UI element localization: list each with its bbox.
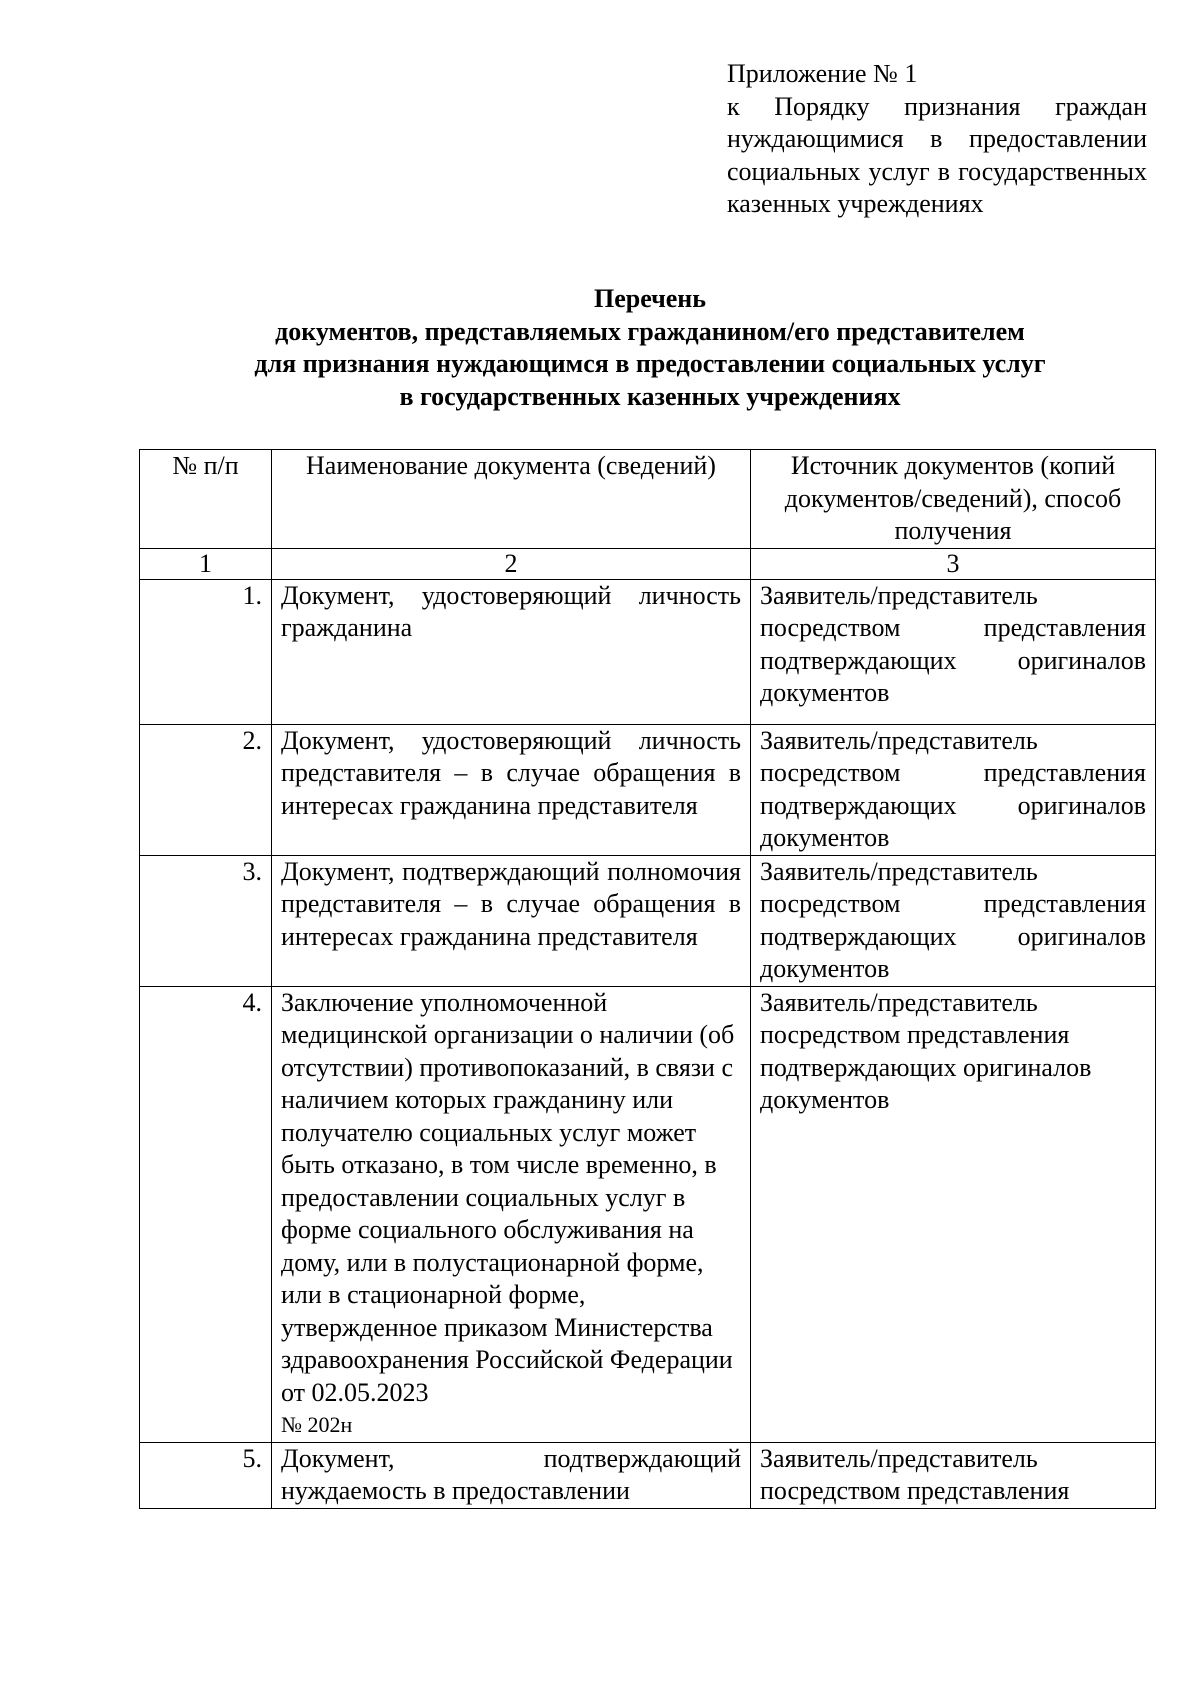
table-row [140,986,1156,1442]
row-document-name-tail: № 202н [281,1412,353,1437]
row-number: 5. [140,1442,272,1508]
title-line-2: документов, представляемых гражданином/его представителем [275,316,1025,346]
row-number: 3. [140,855,272,986]
row-document-source: Заявитель/представитель посредством представления подтверждающих оригиналов документов [751,855,1156,986]
annex-header [727,58,1147,221]
header-document-name: Наименование документа (сведений) [272,450,751,549]
table-row [140,1442,1156,1508]
column-number-1: 1 [140,548,272,579]
row-document-source: Заявитель/представитель посредством представления подтверждающих оригиналов документов [751,579,1156,724]
row-number: 1. [140,579,272,724]
row-document-name-cell [272,986,751,1442]
table-row [140,579,1156,724]
document-title [130,283,1170,413]
row-document-source: Заявитель/представитель посредством представления подтверждающих оригиналов документов [751,724,1156,855]
table-header-row [140,450,1156,549]
column-number-row [140,548,1156,579]
title-line-4: в государственных казенных учреждениях [399,381,901,411]
row-document-name: Заключение уполномоченной медицинской организации о наличии (об отсутствии) противопоказаний, в связи с наличием которых гражданину или получателю социальных услуг может быть отказано, в том числе временно, в предоставлении социальных услуг в форме социального обслуживания на дому, или в полустационарной форме, или в стационарной форме, утвержденное приказом Министерства здравоохранения Российской Федерации от 02.05.2023 [281,987,735,1407]
row-number: 2. [140,724,272,855]
column-number-2: 2 [272,548,751,579]
table-row [140,724,1156,855]
row-number: 4. [140,986,272,1442]
title-line-3: для признания нуждающимся в предоставлении социальных услуг [254,349,1046,378]
annex-number: Приложение № 1 [727,59,918,88]
row-document-name: Документ, подтверждающий нуждаемость в предоставлении [272,1442,751,1508]
header-document-source: Источник документов (копий документов/сведений), способ получения [751,450,1156,549]
column-number-3: 3 [751,548,1156,579]
title-line-1: Перечень [593,284,707,313]
row-document-name: Документ, удостоверяющий личность представителя – в случае обращения в интересах гражданина представителя [272,724,751,855]
row-document-name: Документ, удостоверяющий личность гражданина [272,579,751,724]
row-document-source: Заявитель/представитель посредством представления подтверждающих оригиналов документов [751,986,1156,1442]
annex-reference: к Порядку признания граждан нуждающимися в предоставлении социальных услуг в государственных казенных учреждениях [727,91,1147,218]
row-document-source: Заявитель/представитель посредством представления [751,1442,1156,1508]
header-number: № п/п [140,450,272,549]
documents-table [139,449,1156,1509]
table-row [140,855,1156,986]
row-document-name: Документ, подтверждающий полномочия представителя – в случае обращения в интересах гражданина представителя [272,855,751,986]
